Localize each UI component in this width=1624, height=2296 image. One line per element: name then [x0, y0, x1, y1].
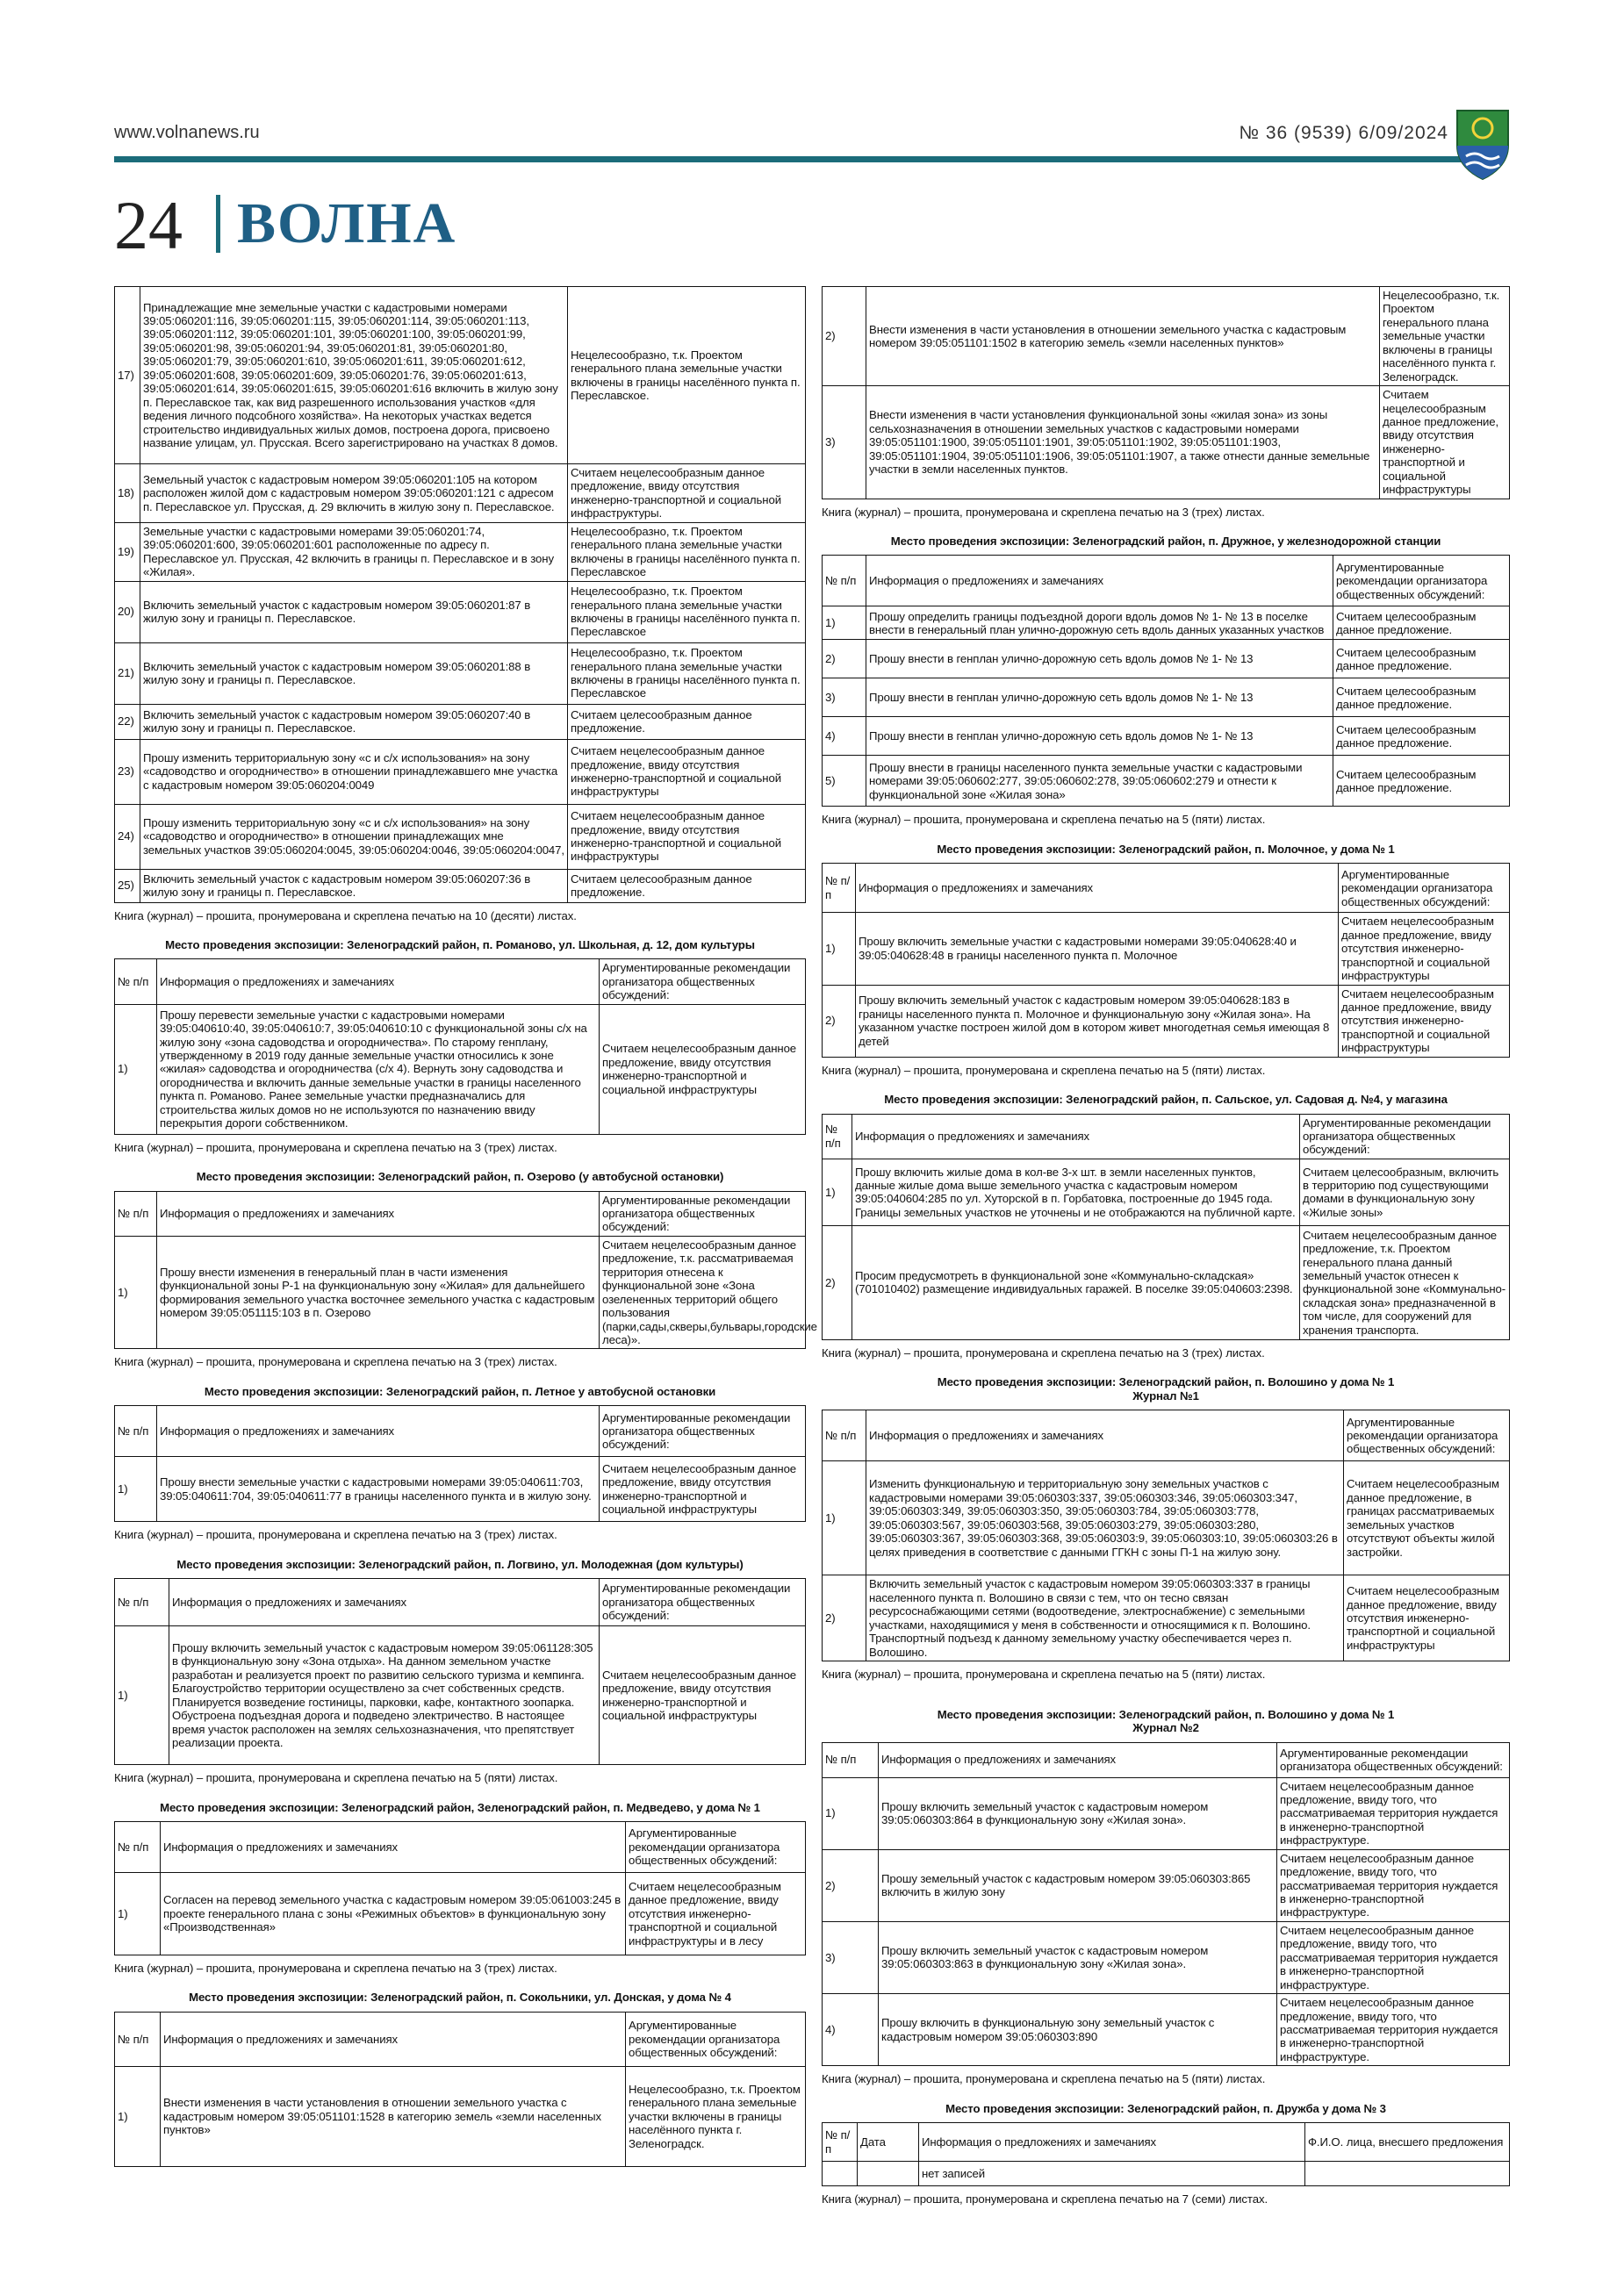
row-number: 1) [115, 1236, 157, 1349]
col-header-info: Информация о предложениях и замечаниях [169, 1579, 600, 1626]
section-heading: Место проведения экспозиции: Зеленоградский район, п. Сокольники, ул. Донская, у дома № 4 [189, 1991, 731, 2005]
section-heading: Место проведения экспозиции: Зеленоградский район, п. Волошино у дома № 1 [937, 1707, 1395, 1721]
col-header-info: Информация о предложениях и замечаниях [161, 1822, 626, 1873]
row-number: 18) [115, 464, 140, 523]
book-note: Книга (журнал) – прошита, пронумерована и скреплена печатью на 3 (трех) листах. [114, 1962, 557, 1975]
row-number: 4) [823, 1994, 879, 2066]
table-salskoe [822, 1114, 1510, 1340]
section-heading: Место проведения экспозиции: Зеленоградский район, п. Сальское, ул. Садовая д. №4, у магазина [884, 1093, 1448, 1107]
col-header-number: № п/п [115, 1191, 157, 1236]
col-header-info: Информация о предложениях и замечаниях [852, 1114, 1300, 1159]
section-heading: Место проведения экспозиции: Зеленоградский район, п. Дружба у дома № 3 [945, 2101, 1386, 2115]
row-recommendation: Считаем нецелесообразным данное предложение, ввиду того, что рассматриваемая территория нуждается в инженерно-транспортной инфраструктуре. [1277, 1921, 1510, 1993]
table-ozerovo [114, 1191, 817, 1350]
table-row [823, 606, 1510, 640]
row-info: нет записей [919, 2162, 1305, 2186]
row-info: Прошу внести в границы населенного пункта земельные участки с кадастровыми номерами 39:05:060602:277, 39:05:060602:278, 39:05:060602:279 и отнести к функциональной зоне «Жилая зона» [866, 756, 1333, 807]
col-header-recommendation: Аргументированные рекомендации организатора общественных обсуждений: [600, 1191, 806, 1236]
row-fio [1305, 2162, 1510, 2186]
col-header-number: № п/п [823, 556, 866, 606]
row-number: 2) [823, 985, 856, 1057]
row-info: Включить земельный участок с кадастровым номером 39:05:060201:88 в жилую зону и границы п. Переславское. [140, 642, 568, 704]
table-header-row [823, 1410, 1510, 1461]
row-recommendation: Считаем нецелесообразным данное предложение, ввиду отсутствия инженерно-транспортной и социальной инфраструктуры [1339, 913, 1510, 985]
row-number: 2) [823, 640, 866, 678]
row-info: Земельный участок с кадастровым номером 39:05:060201:105 на котором расположен жилой дом с кадастровым номером 39:05:060201:121 с адресом п. Переславское ул. Прусская, д. 29 включить в жилую зону п. Переславское. [140, 464, 568, 523]
row-number: 4) [823, 717, 866, 756]
row-recommendation: Считаем нецелесообразным данное предложение, ввиду отсутствия инженерно-транспортной и социальной инфраструктуры [1339, 985, 1510, 1057]
section-heading: Место проведения экспозиции: Зеленоградский район, п. Озерово (у автобусной остановки) [196, 1170, 724, 1184]
section-subheading: Журнал №1 [1132, 1388, 1199, 1403]
row-number: 17) [115, 287, 140, 464]
row-recommendation: Считаем целесообразным данное предложение. [1333, 756, 1510, 807]
row-info: Прошу внести земельные участки с кадастровыми номерами 39:05:040611:703, 39:05:040611:704, 39:05:040611:77 в границы населенного пункта и в жилую зону. [157, 1457, 600, 1522]
logo-text: ВОЛНА [237, 191, 457, 255]
col-header-number: № п/п [823, 1410, 866, 1461]
row-recommendation: Нецелесообразно, т.к. Проектом генерального плана земельные участки включены в границы населённого пункта г. Зеленоградск. [626, 2066, 806, 2166]
col-header-recommendation: Аргументированные рекомендации организатора общественных обсуждений: [600, 959, 806, 1004]
row-info: Прошу внести изменения в генеральный план в части изменения функциональной зоны Р-1 на функциональную зону «Жилая» для дальнейшего формирования земельного участка восточнее земельного участка с кадастровым номером 39:05:051115:103 в п. Озерово [157, 1236, 600, 1349]
row-recommendation: Считаем нецелесообразным данное предложение, ввиду отсутствия инженерно-транспортной и социальной инфраструктуры [568, 804, 806, 869]
row-number: 1) [115, 1004, 157, 1134]
header-rule [114, 156, 1501, 162]
section-heading: Место проведения экспозиции: Зеленоградский район, Зеленоградский район, п. Медведево, у дома № 1 [160, 1800, 760, 1814]
table-header-row [115, 1406, 806, 1457]
row-number: 1) [823, 913, 856, 985]
row-recommendation: Считаем нецелесообразным данное предложение, ввиду отсутствия инженерно-транспортной и социальной инфраструктуры. [568, 464, 806, 523]
issue-info: № 36 (9539) 6/09/2024 [1239, 123, 1448, 143]
row-info: Просим предусмотреть в функциональной зоне «Коммунально-складская» (701010402) размещение индивидуальных гаражей. В поселке 39:05:040603:2398. [852, 1225, 1300, 1339]
row-number: 5) [823, 756, 866, 807]
row-recommendation: Считаем целесообразным данное предложение. [1333, 717, 1510, 756]
row-recommendation: Считаем нецелесообразным данное предложение, ввиду отсутствия инженерно-транспортной и социальной инфраструктуры [600, 1457, 806, 1522]
table-row [115, 1873, 806, 1955]
table-row [823, 1849, 1510, 1921]
table-row [115, 1626, 806, 1765]
row-info: Прошу включить земельный участок с кадастровым номером 39:05:060303:864 в функциональную зону «Жилая зона». [879, 1777, 1277, 1849]
row-number: 23) [115, 739, 140, 804]
row-number: 1) [823, 1159, 852, 1225]
table-row [823, 1777, 1510, 1849]
table-row [823, 386, 1510, 499]
table-header-row [823, 2123, 1510, 2162]
table-row [823, 678, 1510, 717]
row-info: Прошу внести в генплан улично-дорожную сеть вдоль домов № 1- № 13 [866, 678, 1333, 717]
col-header-number: № п/п [115, 1406, 157, 1457]
section-heading: Место проведения экспозиции: Зеленоградский район, п. Волошино у дома № 1 [937, 1375, 1395, 1389]
row-number: 19) [115, 522, 140, 581]
row-number: 22) [115, 704, 140, 739]
row-number: 2) [823, 1849, 879, 1921]
book-note: Книга (журнал) – прошита, пронумерована и скреплена печатью на 5 (пяти) листах. [822, 2072, 1266, 2086]
row-number: 1) [115, 1457, 157, 1522]
table-row [115, 522, 806, 581]
row-recommendation: Считаем нецелесообразным данное предложение, ввиду того, что рассматриваемая территория нуждается в инженерно-транспортной инфраструктуре. [1277, 1849, 1510, 1921]
row-info: Прошу перевести земельные участки с кадастровыми номерами 39:05:040610:40, 39:05:040610:7, 39:05:040610:10 с функциональной зоны с/х на жилую зону «зона садоводства и огородничества». По старому генплану, утвержденному в 2019 году данные земельные участки относились к зоне «жилая» садоводства и огородничества (с/х 4). Вернуть зону садоводства и огородничества и включить данные земельные участки в границы населенного пункта п. Романово. Ранее земельные участки предназначались для строительства жилых домов но не используются по назначению ввиду перекрытия дороги собственником. [157, 1004, 600, 1134]
row-recommendation: Считаем целесообразным данное предложение. [568, 704, 806, 739]
row-info: Согласен на перевод земельного участка с кадастровым номером 39:05:061003:245 в проекте генерального плана с зоны «Режимных объектов» в функциональную зону «Производственная» [161, 1873, 626, 1955]
row-info: Прошу включить жилые дома в кол-ве 3-х шт. в земли населенных пунктов, данные жилые дома выше земельного участка с кадастровым номером 39:05:040604:285 по ул. Хуторской в п. Горбатовка, построенные до 1945 года. Границы земельных участков не уточнены и не отображаются на публичной карте. [852, 1159, 1300, 1225]
table-header-row [823, 864, 1510, 913]
row-info: Включить земельный участок с кадастровым номером 39:05:060201:87 в жилую зону и границы п. Переславское. [140, 581, 568, 642]
row-number: 2) [823, 1225, 852, 1339]
col-header-recommendation: Аргументированные рекомендации организатора общественных обсуждений: [626, 2012, 806, 2066]
row-number: 1) [115, 2066, 161, 2166]
row-recommendation: Считаем целесообразным данное предложение. [1333, 678, 1510, 717]
table-row [823, 2162, 1510, 2186]
col-header-info: Информация о предложениях и замечаниях [879, 1742, 1277, 1777]
row-number: 3) [823, 386, 866, 499]
row-info: Внести изменения в части установления функциональной зоны «жилая зона» из зоны сельхозназначения в отношении земельных участков с кадастровыми номерами 39:05:051101:1900, 39:05:051101:1901, 39:05:051101:1902, 39:05:051101:1903, 39:05:051101:1904, 39:05:051101:1906, 39:05:051101:1907, а также отнести данные земельные участки в земли населенных пунктов. [866, 386, 1380, 499]
section-subheading: Журнал №2 [1132, 1721, 1199, 1735]
col-header-number: № п/п [115, 1822, 161, 1873]
row-number: 3) [823, 678, 866, 717]
col-header-info: Информация о предложениях и замечаниях [161, 2012, 626, 2066]
table-letnoe [114, 1405, 806, 1522]
left-column [114, 286, 817, 2167]
table-sokolniki [114, 2012, 806, 2167]
table-header-row [823, 1742, 1510, 1777]
row-recommendation: Считаем целесообразным, включить в территорию под существующими домами в функциональную зону «Жилые зоны» [1300, 1159, 1510, 1225]
book-note: Книга (журнал) – прошита, пронумерована и скреплена печатью на 5 (пяти) листах. [114, 1771, 558, 1785]
col-header-recommendation: Аргументированные рекомендации организатора общественных обсуждений: [600, 1406, 806, 1457]
row-recommendation: Считаем нецелесообразным данное предложение, ввиду того, что рассматриваемая территория нуждается в инженерно-транспортной инфраструктуре. [1277, 1994, 1510, 2066]
row-info: Прошу изменить территориальную зону «с и с/х использования» на зону «садоводство и огородничество» в отношении принадлежащих мне земельных участков 39:05:060204:0045, 39:05:060204:0046, 39:05:060204:0047, [140, 804, 568, 869]
row-number: 3) [823, 1921, 879, 1993]
table-voloshino-journal-1 [822, 1410, 1510, 1661]
row-info: Внести изменения в части установления в отношении земельного участка с кадастровым номером 39:05:051101:1528 в категорию земель «земли населенных пунктов» [161, 2066, 626, 2166]
row-recommendation: Считаем нецелесообразным данное предложение, т.к. рассматриваемая территория отнесена к функциональной зоне «Зона озелененных территорий общего пользования (парки,сады,скверы,бульвары,городские леса)». [600, 1236, 806, 1349]
table-row [115, 704, 806, 739]
section-heading: Место проведения экспозиции: Зеленоградский район, п. Летное у автобусной остановки [204, 1384, 716, 1398]
col-header-number: № п/п [115, 959, 157, 1004]
coat-of-arms-icon [1454, 107, 1512, 181]
book-note: Книга (журнал) – прошита, пронумерована и скреплена печатью на 5 (пяти) листах. [822, 813, 1266, 827]
table-row [115, 1457, 806, 1522]
col-header-info: Информация о предложениях и замечаниях [919, 2123, 1305, 2162]
col-header-info: Информация о предложениях и замечаниях [157, 1406, 600, 1457]
table-row [823, 756, 1510, 807]
row-recommendation: Считаем целесообразным данное предложение. [1333, 640, 1510, 678]
table-voloshino-journal-2 [822, 1742, 1510, 2067]
row-number: 1) [823, 1777, 879, 1849]
row-info: Прошу внести в генплан улично-дорожную сеть вдоль домов № 1- № 13 [866, 640, 1333, 678]
table-row [115, 1236, 806, 1349]
table-row [115, 2066, 806, 2166]
row-recommendation: Считаем нецелесообразным данное предложение, ввиду того, что рассматриваемая территория нуждается в инженерно-транспортной инфраструктуре. [1277, 1777, 1510, 1849]
col-header-recommendation: Аргументированные рекомендации организатора общественных обсуждений: [600, 1579, 806, 1626]
col-header-number: № п/п [823, 1742, 879, 1777]
table-pereslavskoe [114, 286, 806, 903]
row-info: Прошу включить земельный участок с кадастровым номером 39:05:061128:305 в функциональную зону «Зона отдыха». На данном земельном участке разработан и реализуется проект по развитию сельского туризма и кемпинга. Благоустройство территории осуществлено за счет собственных средств. Планируется возведение гостиницы, парковки, кафе, контактного зоопарка. Обустроена подъездная дорога и подведено электричество. В настоящее время участок расположен на землях сельхозназначения, что препятствует реализации проекта. [169, 1626, 600, 1765]
row-info: Прошу включить земельный участок с кадастровым номером 39:05:040628:183 в границы населенного пункта п. Молочное и функциональную зону «Жилая зона». На указанном участке построен жилой дом в котором живет многодетная семья имеющая 8 детей [856, 985, 1339, 1057]
row-number: 20) [115, 581, 140, 642]
table-row [823, 913, 1510, 985]
row-info: Прошу земельный участок с кадастровым номером 39:05:060303:865 включить в жилую зону [879, 1849, 1277, 1921]
table-row [115, 287, 806, 464]
row-number: 1) [823, 606, 866, 640]
col-header-number: № п/п [823, 2123, 858, 2162]
row-info: Прошу изменить территориальную зону «с и с/х использования» на зону «садоводство и огородничество» в отношении принадлежавшего мне участка с кадастровым номером 39:05:060204:0049 [140, 739, 568, 804]
col-header-info: Информация о предложениях и замечаниях [157, 959, 600, 1004]
row-recommendation: Считаем нецелесообразным данное предложение, ввиду отсутствия инженерно-транспортной и социальной инфраструктуры [1344, 1575, 1510, 1661]
right-column [822, 286, 1510, 2206]
table-row [823, 1921, 1510, 1993]
row-info: Прошу включить земельные участки с кадастровыми номерами 39:05:040628:40 и 39:05:040628:48 в границы населенного пункта п. Молочное [856, 913, 1339, 985]
table-row [115, 1004, 806, 1134]
table-druzhba [822, 2122, 1510, 2186]
table-romanovo [114, 958, 806, 1134]
logo-divider [216, 195, 220, 253]
row-recommendation: Считаем нецелесообразным данное предложение, ввиду отсутствия инженерно-транспортной и социальной инфраструктуры [600, 1004, 806, 1134]
book-note: Книга (журнал) – прошита, пронумерована и скреплена печатью на 3 (трех) листах. [114, 1355, 557, 1369]
row-recommendation: Считаем нецелесообразным данное предложение, в границах рассматриваемых земельных участков отсутствуют объекты жилой застройки. [1344, 1461, 1510, 1575]
col-header-date: Дата [858, 2123, 919, 2162]
row-number: 2) [823, 1575, 866, 1661]
table-header-row [115, 1579, 806, 1626]
table-row [823, 1225, 1510, 1339]
table-logvino [114, 1578, 806, 1765]
table-header-row [823, 556, 1510, 606]
table-header-row [115, 2012, 806, 2066]
col-header-info: Информация о предложениях и замечаниях [866, 1410, 1344, 1461]
row-recommendation: Считаем нецелесообразным данное предложение, ввиду отсутствия инженерно-транспортной и социальной инфраструктуры [568, 739, 806, 804]
table-row [115, 804, 806, 869]
col-header-recommendation: Аргументированные рекомендации организатора общественных обсуждений: [1339, 864, 1510, 913]
row-info: Прошу включить в функциональную зону земельный участок с кадастровым номером 39:05:060303:890 [879, 1994, 1277, 2066]
book-note: Книга (журнал) – прошита, пронумерована и скреплена печатью на 3 (трех) листах. [114, 1140, 557, 1154]
col-header-info: Информация о предложениях и замечаниях [856, 864, 1339, 913]
book-note: Книга (журнал) – прошита, пронумерована и скреплена печатью на 3 (трех) листах. [822, 505, 1265, 519]
table-row [823, 640, 1510, 678]
table-sokolniki-continued [822, 286, 1510, 499]
table-row [823, 1159, 1510, 1225]
col-header-number: № п/п [823, 864, 856, 913]
section-heading: Место проведения экспозиции: Зеленоградский район, п. Молочное, у дома № 1 [937, 842, 1395, 856]
book-note: Книга (журнал) – прошита, пронумерована и скреплена печатью на 5 (пяти) листах. [822, 1063, 1266, 1077]
row-recommendation: Считаем нецелесообразным данное предложение, ввиду отсутствия инженерно-транспортной и социальной инфраструктуры [1380, 386, 1510, 499]
table-row [115, 869, 806, 902]
row-recommendation: Считаем нецелесообразным данное предложение, ввиду отсутствия инженерно-транспортной и социальной инфраструктуры [600, 1626, 806, 1765]
col-header-recommendation: Аргументированные рекомендации организатора общественных обсуждений: [626, 1822, 806, 1873]
row-recommendation: Нецелесообразно, т.к. Проектом генерального плана земельные участки включены в границы населённого пункта п. Переславское. [568, 287, 806, 464]
row-info: Прошу определить границы подъездной дороги вдоль домов № 1- № 13 в поселке внести в генеральный план улично-дорожную сеть вдоль данных указанных участков [866, 606, 1333, 640]
row-recommendation: Нецелесообразно, т.к. Проектом генерального плана земельные участки включены в границы населённого пункта п. Переславское [568, 522, 806, 581]
col-header-number: № п/п [823, 1114, 852, 1159]
col-header-recommendation: Аргументированные рекомендации организатора общественных обсуждений: [1333, 556, 1510, 606]
section-heading: Место проведения экспозиции: Зеленоградский район, п. Романово, ул. Школьная, д. 12, дом культуры [165, 937, 755, 951]
row-number: 25) [115, 869, 140, 902]
site-url[interactable]: www.volnanews.ru [114, 123, 260, 142]
row-info: Прошу включить земельный участок с кадастровым номером 39:05:060303:863 в функциональную зону «Жилая зона». [879, 1921, 1277, 1993]
row-info: Внести изменения в части установления в отношении земельного участка с кадастровым номером 39:05:051101:1502 в категорию земель «земли населенных пунктов» [866, 287, 1380, 386]
row-recommendation: Считаем нецелесообразным данное предложение, т.к. Проектом генерального плана данный земельный участок отнесен к функциональной зоне «Коммунально-складская зона» предназначенной в том числе, для сооружений для хранения транспорта. [1300, 1225, 1510, 1339]
row-recommendation: Считаем целесообразным данное предложение. [568, 869, 806, 902]
col-header-recommendation: Аргументированные рекомендации организатора общественных обсуждений: [1344, 1410, 1510, 1461]
page-number: 24 [114, 187, 183, 263]
table-row [115, 581, 806, 642]
row-number: 24) [115, 804, 140, 869]
table-row [823, 1994, 1510, 2066]
row-info: Принадлежащие мне земельные участки с кадастровыми номерами 39:05:060201:116, 39:05:060201:115, 39:05:060201:114, 39:05:060201:113, 39:05:060201:112, 39:05:060201:101, 39:05:060201:100, 39:05:060201:99, 39:05:060201:98, 39:05:060201:94, 39:05:060201:81, 39:05:060201:80, 39:05:060201:79, 39:05:060201:610, 39:05:060201:611, 39:05:060201:612, 39:05:060201:608, 39:05:060201:609, 39:05:060201:76, 39:05:060201:613, 39:05:060201:614, 39:05:060201:615, 39:05:060201:616 включить в жилую зону п. Переславское так, как вид разрешенного использования участков «для ведения личного подсобного хозяйства». На некоторых участках ведется строительство индивидуальных жилых домов, построена дорога, присвоено название улицам, ул. Прусская. Всего зарегистрировано на участках 8 домов. [140, 287, 568, 464]
row-recommendation: Нецелесообразно, т.к. Проектом генерального плана земельные участки включены в границы населённого пункта г. Зеленоградск. [1380, 287, 1510, 386]
table-druzhnoe [822, 555, 1510, 807]
row-info: Включить земельный участок с кадастровым номером 39:05:060303:337 в границы населенного пункта п. Волошино в связи с тем, что он тесно связан ресурсоснабжающими сетями (водоотведение, электроснабжение) с земельными участками, находящимися у меня в собственности и относящимися к п. Волошино. Транспортный подъезд к данному земельному участку обеспечивается через п. Волошино. [866, 1575, 1344, 1661]
row-recommendation: Нецелесообразно, т.к. Проектом генерального плана земельные участки включены в границы населённого пункта п. Переславское [568, 581, 806, 642]
table-row [115, 642, 806, 704]
book-note: Книга (журнал) – прошита, пронумерована и скреплена печатью на 5 (пяти) листах. [822, 1668, 1266, 1682]
book-note: Книга (журнал) – прошита, пронумерована и скреплена печатью на 3 (трех) листах. [822, 1345, 1265, 1360]
row-info: Включить земельный участок с кадастровым номером 39:05:060207:36 в жилую зону и границы п. Переславское. [140, 869, 568, 902]
row-number: 1) [823, 1461, 866, 1575]
section-heading: Место проведения экспозиции: Зеленоградский район, п. Логвино, ул. Молодежная (дом культуры) [176, 1557, 744, 1571]
col-header-info: Информация о предложениях и замечаниях [866, 556, 1333, 606]
row-number: 21) [115, 642, 140, 704]
row-info: Включить земельный участок с кадастровым номером 39:05:060207:40 в жилую зону и границы п. Переславское. [140, 704, 568, 739]
row-number [823, 2162, 858, 2186]
table-row [115, 464, 806, 523]
table-header-row [115, 1822, 806, 1873]
table-row [823, 985, 1510, 1057]
row-date [858, 2162, 919, 2186]
col-header-fio: Ф.И.О. лица, внесшего предложения [1305, 2123, 1510, 2162]
row-info: Прошу внести в генплан улично-дорожную сеть вдоль домов № 1- № 13 [866, 717, 1333, 756]
table-row [823, 1461, 1510, 1575]
table-row [823, 717, 1510, 756]
col-header-number: № п/п [115, 2012, 161, 2066]
col-header-number: № п/п [115, 1579, 169, 1626]
row-number: 1) [115, 1626, 169, 1765]
table-row [823, 287, 1510, 386]
section-heading: Место проведения экспозиции: Зеленоградский район, п. Дружное, у железнодорожной станции [890, 535, 1441, 548]
book-note: Книга (журнал) – прошита, пронумерована и скреплена печатью на 7 (семи) листах. [822, 2192, 1268, 2206]
row-recommendation: Нецелесообразно, т.к. Проектом генерального плана земельные участки включены в границы населённого пункта п. Переславское [568, 642, 806, 704]
col-header-info: Информация о предложениях и замечаниях [157, 1191, 600, 1236]
row-number: 2) [823, 287, 866, 386]
book-note: Книга (журнал) – прошита, пронумерована и скреплена печатью на 10 (десяти) листах. [114, 908, 577, 922]
row-info: Земельные участки с кадастровыми номерами 39:05:060201:74, 39:05:060201:600, 39:05:060201:601 расположенные по адресу п. Переславское ул. Прусская, 42 включить в границы п. Переславское и в зону «Жилая». [140, 522, 568, 581]
table-header-row [823, 1114, 1510, 1159]
table-row [823, 1575, 1510, 1661]
table-header-row [115, 1191, 806, 1236]
row-recommendation: Считаем нецелесообразным данное предложение, ввиду отсутствия инженерно-транспортной и социальной инфраструктуры и в лесу [626, 1873, 806, 1955]
table-header-row [115, 959, 806, 1004]
row-info: Изменить функциональную и территориальную зону земельных участков с кадастровыми номерами 39:05:060303:337, 39:05:060303:346, 39:05:060303:347, 39:05:060303:349, 39:05:060303:350, 39:05:060303:784, 39:05:060303:778, 39:05:060303:567, 39:05:060303:568, 39:05:060303:279, 39:05:060303:280, 39:05:060303:367, 39:05:060303:368, 39:05:060303:9, 39:05:060303:10, 39:05:060303:26 в целях приведения в соответствие с данными ГГКН с зоны П-1 на жилую зону. [866, 1461, 1344, 1575]
table-medvedevo [114, 1821, 806, 1955]
row-recommendation: Считаем целесообразным данное предложение. [1333, 606, 1510, 640]
book-note: Книга (журнал) – прошита, пронумерована и скреплена печатью на 3 (трех) листах. [114, 1528, 557, 1542]
col-header-recommendation: Аргументированные рекомендации организатора общественных обсуждений: [1277, 1742, 1510, 1777]
row-number: 1) [115, 1873, 161, 1955]
newspaper-logo [237, 189, 456, 259]
table-row [115, 739, 806, 804]
col-header-recommendation: Аргументированные рекомендации организатора общественных обсуждений: [1300, 1114, 1510, 1159]
table-molochnoe [822, 863, 1510, 1057]
